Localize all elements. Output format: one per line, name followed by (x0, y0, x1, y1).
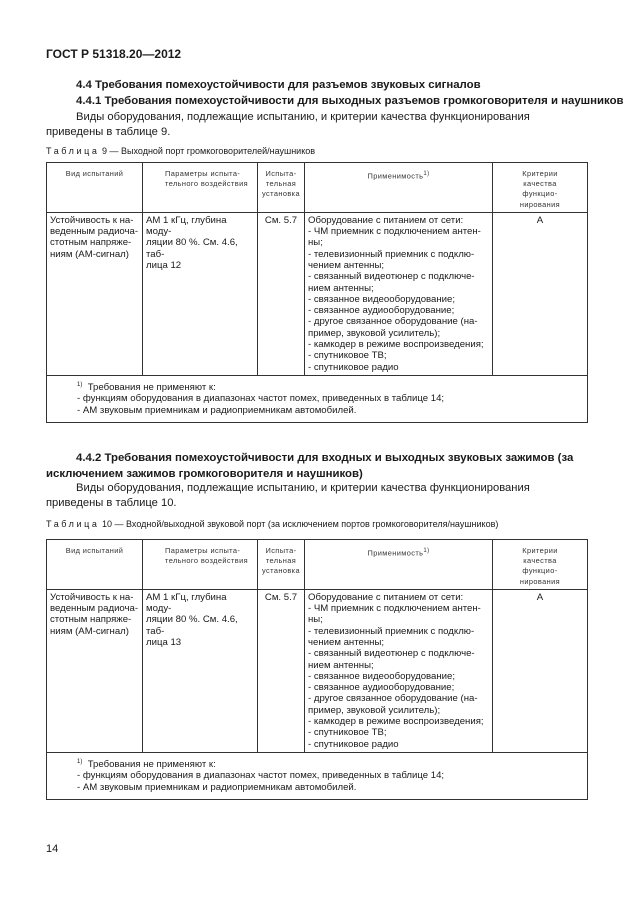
table10 (46, 539, 588, 800)
table9-note-row (47, 375, 588, 422)
intro-paragraph-table9: Виды оборудования, подлежащие испытанию, и критерии качества функционирования приведены в таблице 9. (46, 111, 530, 138)
table10-cell-criteria: А (493, 589, 588, 752)
table10-note-row (47, 752, 588, 799)
table9-caption (46, 146, 315, 156)
table9 (46, 162, 588, 423)
table9-cell-criteria: А (493, 212, 588, 375)
table10-row (47, 589, 588, 752)
table10-header-applicability: Применимость$^{1)}$ (305, 540, 493, 590)
table9-cell-test: Устойчивость к на- веденным радиоча- стотным напряже- ниям (АМ-сигнал) (47, 212, 143, 375)
table10-footnote: $^{1)}$ Требования не применяют к: - функциям оборудования в диапазонах частот помех, приведенных в таблице 14; - АМ звуковым приемникам и радиоприемникам автомобилей. (47, 752, 588, 799)
document-code: ГОСТ Р 51318.20—2012 (46, 47, 182, 61)
table9-header-setup: Испыта- тельная установка (258, 163, 305, 213)
table10-caption-word: Таблица (46, 519, 100, 529)
table9-cell-applicability: Оборудование с питанием от сети: - ЧМ приемник с подключением антен- ны; - телевизионный приемник с подклю- чением антенны; - связанный видеотюнер с подключе- нием антенны; - связанное видеооборудование; - связанное аудиооборудование; - другое связанное оборудование (на- пример, звуковой усилитель); - камкодер в режиме воспроизведения; - спутниковое ТВ; - спутниковое радио (305, 212, 493, 375)
table10-header-test: Вид испытаний (47, 540, 143, 590)
section-heading-4-4-1: 4.4.1 Требования помехоустойчивости для выходных разъемов громкоговорителя и наушников (76, 95, 624, 107)
section-heading-4-4-2: 4.4.2 Требования помехоустойчивости для входных и выходных звуковых зажимов (за исключением зажимов громкоговорителя и наушников) (46, 452, 574, 480)
table10-header-setup: Испыта- тельная установка (258, 540, 305, 590)
table10-cell-params: АМ 1 кГц, глубина моду- ляции 80 %. См. 4.6, таб- лица 13 (143, 589, 258, 752)
table10-caption (46, 519, 498, 529)
table9-caption-text: 9 — Выходной порт громкоговорителей/наушников (102, 146, 316, 156)
table10-header-params: Параметры испыта- тельного воздействия (143, 540, 258, 590)
table10-caption-text: 10 — Входной/выходной звуковой порт (за исключением портов громкоговорителя/наушников) (102, 519, 499, 529)
table9-cell-params: АМ 1 кГц, глубина моду- ляции 80 %. См. 4.6, таб- лица 12 (143, 212, 258, 375)
table9-header-params: Параметры испыта- тельного воздействия (143, 163, 258, 213)
table9-header-applicability: Применимость$^{1)}$ (305, 163, 493, 213)
table9-header-row (47, 163, 588, 213)
table9-caption-word: Таблица (46, 146, 100, 156)
page-number: 14 (46, 843, 59, 855)
table9-header-test: Вид испытаний (47, 163, 143, 213)
table10-header-row (47, 540, 588, 590)
intro-paragraph-table10: Виды оборудования, подлежащие испытанию, и критерии качества функционирования приведены в таблице 10. (46, 482, 530, 509)
table9-cell-setup: См. 5.7 (258, 212, 305, 375)
table10-cell-test: Устойчивость к на- веденным радиоча- стотным напряже- ниям (АМ-сигнал) (47, 589, 143, 752)
table9-footnote: $^{1)}$ Требования не применяют к: - функциям оборудования в диапазонах частот помех, приведенных в таблице 14; - АМ звуковым приемникам и радиоприемникам автомобилей. (47, 375, 588, 422)
table10-cell-applicability: Оборудование с питанием от сети: - ЧМ приемник с подключением антен- ны; - телевизионный приемник с подклю- чением антенны; - связанный видеотюнер с подключе- нием антенны; - связанное видеооборудование; - связанное аудиооборудование; - другое связанное оборудование (на- пример, звуковой усилитель); - камкодер в режиме воспроизведения; - спутниковое ТВ; - спутниковое радио (305, 589, 493, 752)
table10-cell-setup: См. 5.7 (258, 589, 305, 752)
table9-header-criteria: Критерии качества функцио- нирования (493, 163, 588, 213)
table10-header-criteria: Критерии качества функцио- нирования (493, 540, 588, 590)
table9-row (47, 212, 588, 375)
section-heading-4-4: 4.4 Требования помехоустойчивости для разъемов звуковых сигналов (76, 79, 481, 91)
